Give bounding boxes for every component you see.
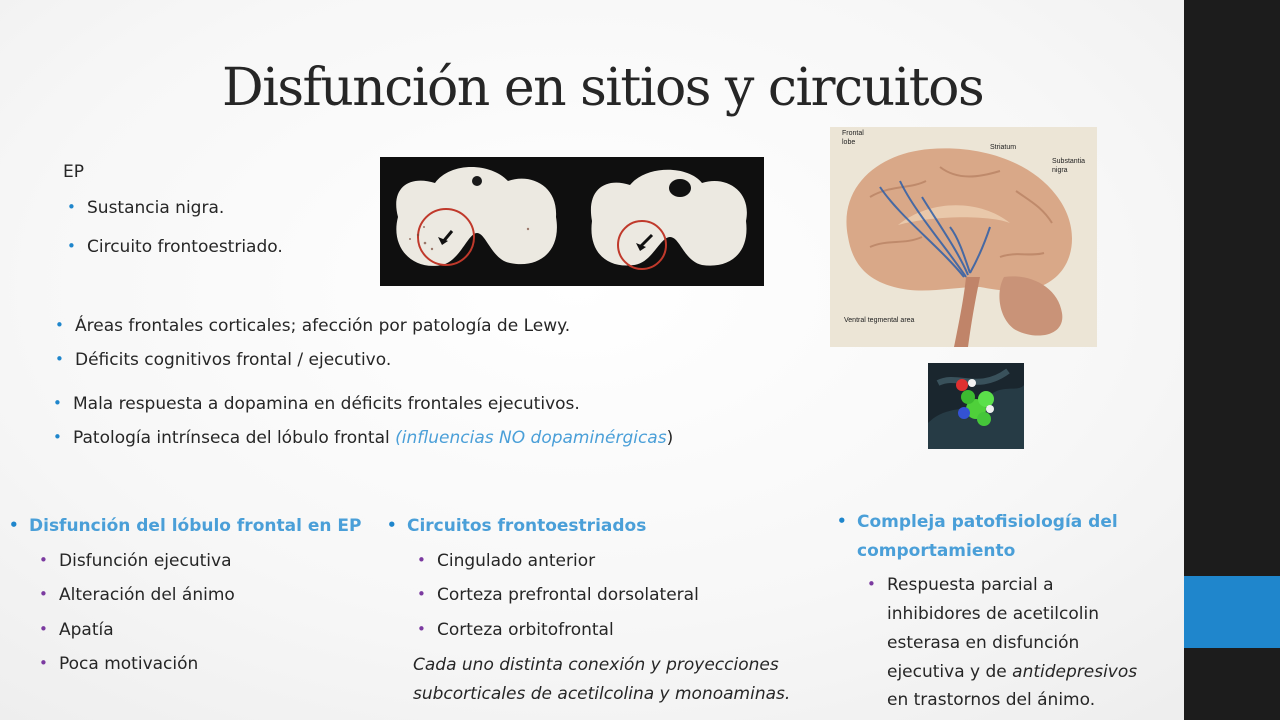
left-item: • Poca motivación (59, 654, 198, 674)
midbrain-sections-photo (380, 157, 764, 286)
right-sidebar (1184, 0, 1280, 720)
sidebar-accent-block (1184, 576, 1280, 648)
right-column-heading-line-1: • Compleja patofisiología del (857, 512, 1118, 532)
bullet-mala-respuesta: • Mala respuesta a dopamina en déficits frontales ejecutivos. (73, 394, 580, 414)
bullet-deficits-cognitivos: • Déficits cognitivos frontal / ejecutivo. (75, 350, 391, 370)
bullet-areas-frontales: • Áreas frontales corticales; afección por patología de Lewy. (75, 316, 570, 336)
sagittal-brain-illustration (830, 127, 1097, 347)
label-striatum: Striatum (990, 144, 1017, 151)
middle-item: • Corteza orbitofrontal (437, 620, 614, 640)
middle-item: • Cingulado anterior (437, 551, 595, 571)
middle-note-line-1: Cada uno distinta conexión y proyecciones (413, 655, 779, 675)
right-text-line-2: inhibidores de acetilcolin (887, 604, 1099, 624)
ep-label: EP (63, 162, 84, 182)
right-line-4-prefix: ejecutiva y de (887, 662, 1013, 682)
right-text-line-3: esterasa en disfunción (887, 633, 1080, 653)
right-text-line-5 (887, 690, 1095, 710)
middle-note-line-2: subcorticales de acetilcolina y monoaminas. (413, 684, 791, 704)
intrinsic-text: Patología intrínseca del lóbulo frontal (73, 428, 396, 448)
left-item: • Alteración del ánimo (59, 585, 235, 605)
ep-item-sustancia-nigra: • Sustancia nigra. (87, 198, 224, 218)
left-column-heading: • Disfunción del lóbulo frontal en EP (29, 516, 361, 536)
middle-column-heading: • Circuitos frontoestriados (407, 516, 646, 536)
label-lobe: lobe (842, 139, 856, 146)
right-line-5-text: en trastornos del ánimo. (887, 690, 1096, 710)
right-line-4-italic: antidepresivos (1012, 662, 1138, 682)
right-column-heading-line-2: comportamiento (857, 541, 1016, 561)
bullet-patologia-intrinseca (73, 428, 673, 448)
label-frontal: Frontal (842, 130, 864, 137)
left-item: • Disfunción ejecutiva (59, 551, 231, 571)
middle-item: • Corteza prefrontal dorsolateral (437, 585, 699, 605)
intrinsic-paren-open: ( (395, 428, 402, 448)
left-item: • Apatía (59, 620, 114, 640)
molecule-image (928, 363, 1024, 449)
intrinsic-paren-close: ) (666, 428, 674, 448)
label-nigra: nigra (1052, 167, 1068, 174)
label-substantia: Substantia (1052, 158, 1086, 165)
label-vta: Ventral tegmental area (844, 317, 915, 324)
slide-title: Disfunción en sitios y circuitos (222, 58, 984, 118)
right-text-line-4 (887, 662, 1137, 682)
right-text-line-1: • Respuesta parcial a (887, 575, 1054, 595)
ep-item-circuito: • Circuito frontoestriado. (87, 237, 283, 257)
intrinsic-highlight: influencias NO dopaminérgicas (401, 428, 667, 448)
